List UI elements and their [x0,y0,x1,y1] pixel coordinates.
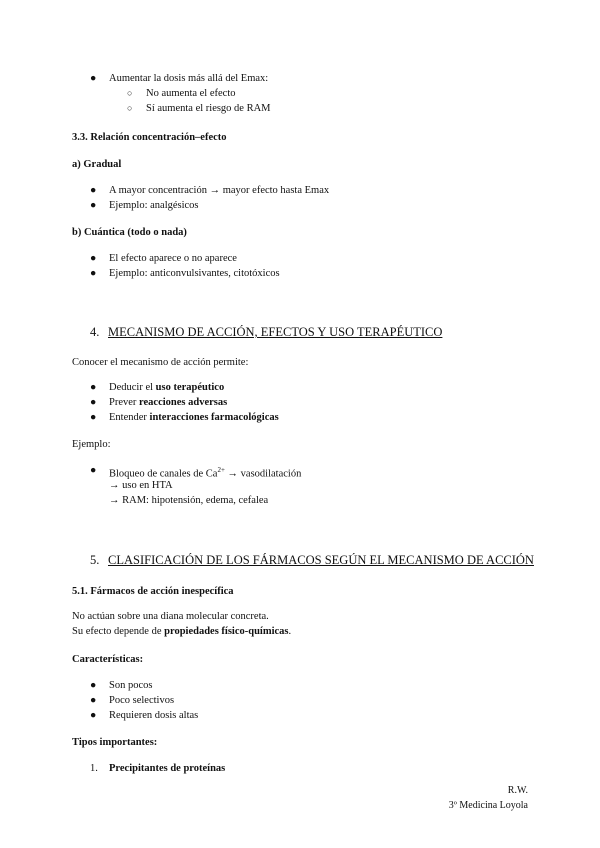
bullet-text: Deducir el uso terapéutico [109,382,225,393]
bullet-icon: ● [90,397,97,408]
bullet-text: A mayor concentración → mayor efecto hasta Emax [109,185,330,196]
section-heading-3-3: 3.3. Relación concentración–efecto [72,132,227,143]
section-number-4: 4. [90,325,100,339]
sub-bullet-icon: ○ [127,88,133,98]
bullet-text: Requieren dosis altas [109,710,199,721]
bullet-icon: ● [90,73,97,84]
item-text: Precipitantes de proteínas [109,763,226,774]
bullet-text: Poco selectivos [109,695,175,706]
paragraph-line: Su efecto depende de propiedades físico-químicas. [72,626,292,637]
bullet-icon: ● [90,382,97,393]
bullet-icon: ● [90,268,97,279]
bullet-icon: ● [90,200,97,211]
footer-course: 3º Medicina Loyola [448,800,528,811]
bullet-icon: ● [90,185,97,196]
bullet-text: Ejemplo: anticonvulsivantes, citotóxicos [109,268,280,279]
sub-bullet-text: Sí aumenta el riesgo de RAM [146,103,271,114]
tipos-heading: Tipos importantes: [72,737,158,748]
bullet-icon: ● [90,680,97,691]
section-heading-4: MECANISMO DE ACCIÓN, EFECTOS Y USO TERAPÉUTICO [108,325,443,339]
bullet-text: Son pocos [109,680,153,691]
bullet-text: Prever reacciones adversas [109,397,228,408]
example-line: → RAM: hipotensión, edema, cefalea [109,495,269,506]
section-heading-5-1: 5.1. Fármacos de acción inespecífica [72,586,234,597]
item-number: 1. [90,763,98,774]
bullet-icon: ● [90,465,97,476]
example-line: → uso en HTA [109,480,173,491]
bullet-icon: ● [90,710,97,721]
bullet-text: Entender interacciones farmacológicas [109,412,279,423]
section-heading-5: CLASIFICACIÓN DE LOS FÁRMACOS SEGÚN EL MECANISMO DE ACCIÓN [108,553,534,567]
bullet-text: El efecto aparece o no aparece [109,253,237,264]
bullet-icon: ● [90,695,97,706]
footer-initials: R.W. [507,785,528,796]
caracteristicas-heading: Características: [72,654,144,665]
sub-bullet-icon: ○ [127,103,133,113]
bullet-icon: ● [90,253,97,264]
subheading-gradual: a) Gradual [72,159,122,170]
bullet-text: Ejemplo: analgésicos [109,200,199,211]
section-number-5: 5. [90,553,100,567]
example-label: Ejemplo: [72,439,111,450]
subheading-cuantica: b) Cuántica (todo o nada) [72,227,187,238]
paragraph-line: No actúan sobre una diana molecular concreta. [72,611,269,622]
paragraph-intro: Conocer el mecanismo de acción permite: [72,357,249,368]
bullet-text: Aumentar la dosis más allá del Emax: [109,73,269,84]
sub-bullet-text: No aumenta el efecto [146,88,236,99]
bullet-text: Bloqueo de canales de $Ca^{2+}$ → vasodilatación [109,466,302,480]
bullet-icon: ● [90,412,97,423]
